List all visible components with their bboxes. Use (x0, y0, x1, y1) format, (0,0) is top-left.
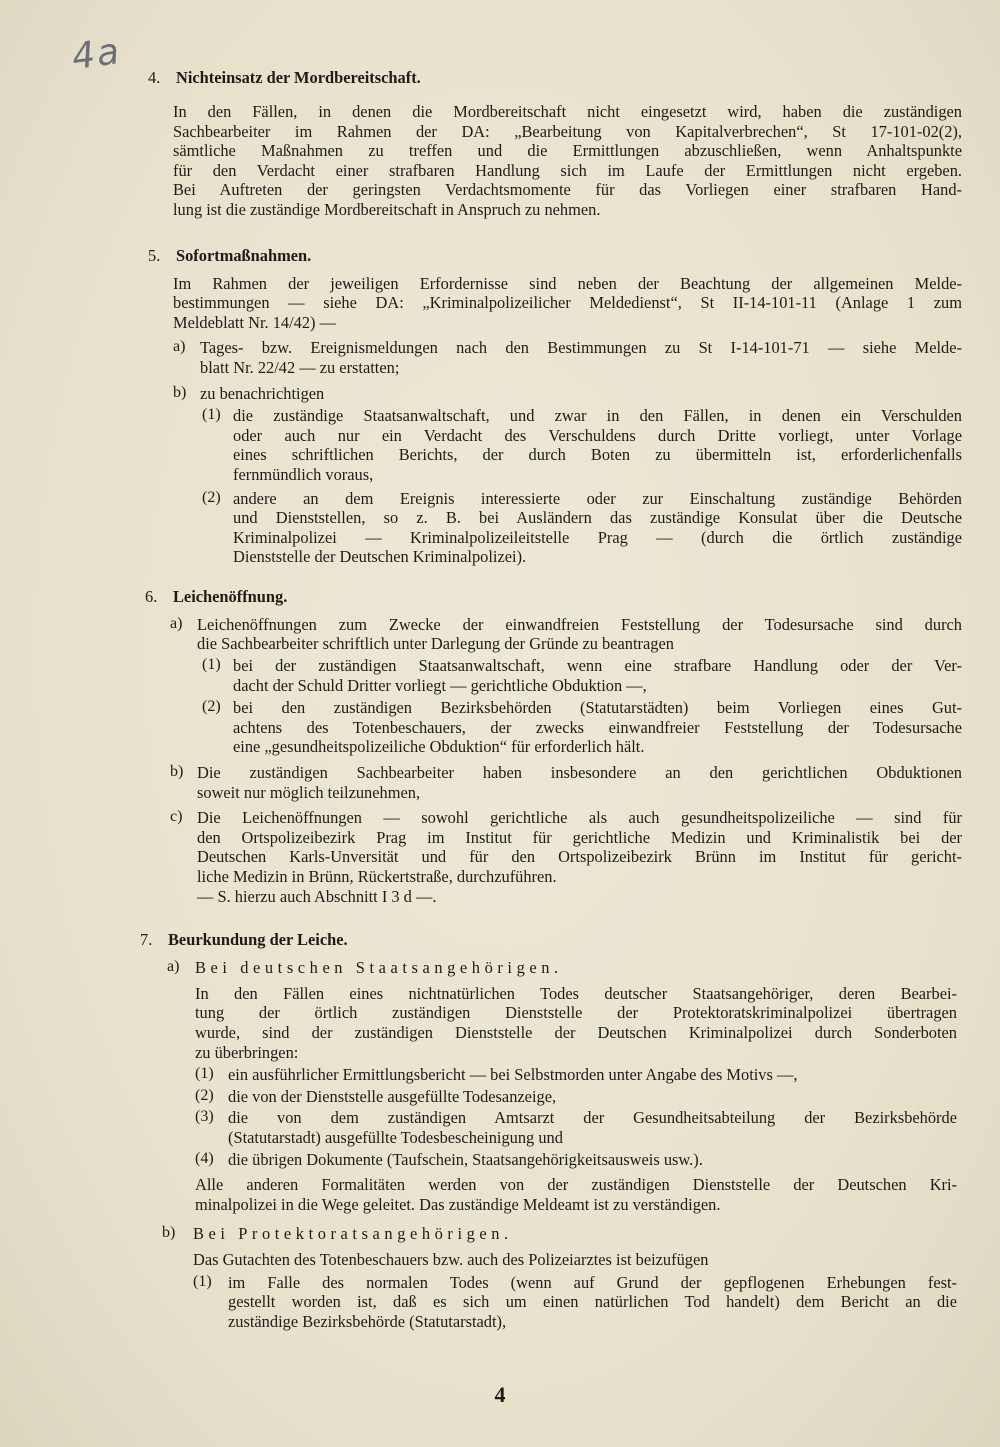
text-line: zu benachrichtigen (200, 383, 325, 403)
section-6-item-b (170, 763, 962, 802)
text-line: Alle anderen Formalitäten werden von der zuständigen Dienststelle der Deutschen Kri- (195, 1175, 957, 1195)
item-label: b) (173, 383, 187, 401)
section-7-item-a4 (195, 1149, 960, 1170)
text-line: tung der örtlich zuständigen Dienststelle der Protektoratskriminalpolizei übertragen (195, 1003, 957, 1023)
text-line: und Dienststellen, so z. B. bei Ausländern das zuständige Konsulat über die Deutsche (233, 508, 962, 528)
section-7-item-a-closing (195, 1175, 957, 1214)
subitem-label: (2) (195, 1086, 214, 1104)
handwritten-page-note: 4a (69, 30, 124, 79)
section-6-title: Leichenöffnung. (173, 586, 288, 606)
text-line: Die Leichenöffnungen — sowohl gerichtliche als auch gesundheitspolizeiliche — sind für (197, 808, 962, 828)
section-4-heading (148, 68, 1000, 88)
text-line: dacht der Schuld Dritter vorliegt — gerichtliche Obduktion —, (233, 675, 647, 695)
text-line: die von der Dienststelle ausgefüllte Todesanzeige, (228, 1086, 557, 1106)
text-line: Tages- bzw. Ereignismeldungen nach den Bestimmungen zu St I-14-101-71 — siehe Melde- (200, 338, 962, 358)
text-line: bei der zuständigen Staatsanwaltschaft, wenn eine strafbare Handlung oder der Ver- (233, 656, 962, 676)
section-5-intro (173, 274, 962, 333)
section-7-item-b (162, 1224, 962, 1244)
text-line: ein ausführlicher Ermittlungsbericht — bei Selbstmorden unter Angabe des Motivs —, (228, 1065, 798, 1085)
text-line: achtens des Totenbeschauers, der zwecks einwandfreier Feststellung der Todesursache (233, 717, 962, 737)
text-line: Kriminalpolizei — Kriminalpolizeileitstelle Prag — (durch die örtlich zuständige (233, 527, 962, 547)
text-line: Meldeblatt Nr. 14/42) — (173, 312, 336, 332)
text-line: eines schriftlichen Berichts, der durch Boten zu übermitteln ist, erforderlichenfalls (233, 445, 962, 465)
text-line: Die zuständigen Sachbearbeiter haben insbesondere an den gerichtlichen Obduktionen (197, 763, 962, 783)
item-label: a) (173, 338, 186, 356)
section-5-item-b (173, 383, 962, 404)
text-line: Leichenöffnungen zum Zwecke der einwandfreien Feststellung der Todesursache sind durch (197, 614, 962, 634)
section-7-item-a2 (195, 1086, 960, 1107)
text-line: andere an dem Ereignis interessierte oder zur Einschaltung zuständige Behörden (233, 488, 962, 508)
section-7-item-a (167, 958, 962, 978)
text-line: soweit nur möglich teilzunehmen, (197, 782, 421, 802)
text-line: wurde, sind der zuständigen Dienststelle der Deutschen Kriminalpolizei durch Sonderboten (195, 1022, 957, 1042)
subitem-label: (1) (193, 1272, 212, 1290)
text-line: eine „gesundheitspolizeiliche Obduktion“ für erforderlich hält. (233, 737, 645, 757)
subitem-label: (2) (202, 488, 221, 506)
section-4-title: Nichteinsatz der Mordbereitschaft. (176, 68, 421, 87)
text-line: bestimmungen — siehe DA: „Kriminalpolizeilicher Meldedienst“, St II-14-101-11 (Anlage 1 zum (173, 293, 962, 313)
section-6-number: 6. (145, 586, 158, 606)
cross-reference-note: — S. hierzu auch Abschnitt I 3 d —. (197, 886, 437, 906)
item-label: b) (170, 763, 184, 781)
section-6-item-a (170, 614, 962, 654)
section-5-heading (148, 246, 1000, 266)
section-7-item-a3 (195, 1108, 957, 1147)
text-line: In den Fällen eines nichtnatürlichen Todes deutscher Staatsangehöriger, deren Bearbei- (195, 983, 957, 1003)
subsection-title: Bei Protektoratsangehörigen. (193, 1224, 513, 1244)
item-label: a) (167, 958, 180, 976)
text-line: Sachbearbeiter im Rahmen der DA: „Bearbeitung von Kapitalverbrechen“, St 17-101-02(2), (173, 121, 962, 141)
text-line: die Sachbearbeiter schriftlich unter Darlegung der Gründe zu beantragen (197, 634, 674, 654)
section-7-item-a1 (195, 1065, 960, 1085)
text-line: Deutschen Karls-Unversität und für den Ortspolizeibezirk Brünn im Institut für gericht- (197, 847, 962, 867)
section-5-title: Sofortmaßnahmen. (176, 245, 312, 265)
section-7-item-a-text (195, 984, 957, 1062)
text-line: blatt Nr. 22/42 — zu erstatten; (200, 357, 400, 377)
text-line: bei den zuständigen Bezirksbehörden (Statutarstädten) beim Vorliegen eines Gut- (233, 698, 962, 718)
text-line: Das Gutachten des Totenbeschauers bzw. auch des Polizeiarztes ist beizufügen (193, 1249, 709, 1269)
section-5-item-b1 (202, 406, 962, 484)
text-line: lung ist die zuständige Mordbereitschaft in Anspruch zu nehmen. (173, 199, 601, 219)
text-line: zuständige Bezirksbehörde (Statutarstadt), (228, 1311, 507, 1331)
section-5-item-b2 (202, 488, 962, 567)
text-line: In den Fällen, in denen die Mordbereitschaft nicht eingesetzt wird, haben die zuständigen (173, 102, 962, 121)
section-7-heading (140, 930, 1000, 950)
subitem-label: (1) (195, 1065, 214, 1083)
section-6-heading (145, 587, 1000, 607)
text-line: den Ortspolizeibezirk Prag im Institut für gerichtliche Medizin und Kriminalistik bei der (197, 827, 962, 847)
item-label: a) (170, 614, 183, 632)
text-line: für den Verdacht einer strafbaren Handlung sich im Laufe der Ermittlungen nicht ergeben. (173, 160, 962, 180)
item-label: c) (170, 808, 183, 826)
text-line: im Falle des normalen Todes (wenn auf Grund der gepflogenen Erhebungen fest- (228, 1272, 957, 1292)
subitem-label: (2) (202, 698, 221, 716)
text-line: sämtliche Maßnahmen zu treffen und die Ermittlungen abzuschließen, wenn Anhaltspunkte (173, 141, 962, 161)
page-number: 4 (494, 1382, 506, 1407)
text-line: Im Rahmen der jeweiligen Erfordernisse sind neben der Beachtung der allgemeinen Melde- (173, 273, 962, 293)
text-line: (Statutarstadt) ausgefüllte Todesbescheinigung und (228, 1127, 563, 1147)
subitem-label: (1) (202, 656, 221, 674)
section-6-item-a2 (202, 698, 962, 757)
subitem-label: (4) (195, 1149, 214, 1167)
text-line: die übrigen Dokumente (Taufschein, Staatsangehörigkeitsausweis usw.). (228, 1149, 703, 1169)
section-7-item-b-text (193, 1250, 962, 1270)
text-line: oder auch nur ein Verdacht des Verschuldens durch Dritte vorliegt, unter Vorlage (233, 425, 962, 445)
section-6-item-c (170, 808, 962, 906)
section-5-item-a (173, 338, 962, 377)
text-line: Bei Auftreten der geringsten Verdachtsmomente für das Vorliegen einer strafbaren Hand- (173, 180, 962, 200)
section-5-number: 5. (148, 245, 161, 265)
section-4-number: 4. (148, 68, 161, 87)
text-line: fernmündlich voraus, (233, 464, 374, 484)
text-line: die zuständige Staatsanwaltschaft, und zwar in den Fällen, in denen ein Verschulden (233, 406, 962, 426)
item-label: b) (162, 1224, 176, 1242)
section-7-title: Beurkundung der Leiche. (168, 930, 348, 950)
text-line: zu überbringen: (195, 1042, 299, 1062)
section-7-number: 7. (140, 930, 153, 950)
section-6-item-a1 (202, 656, 962, 695)
text-line: liche Medizin in Brünn, Rückertstraße, durchzuführen. (197, 867, 557, 886)
text-line: minalpolizei in die Wege geleitet. Das zuständige Meldeamt ist zu verständigen. (195, 1194, 721, 1214)
section-7-item-b1 (193, 1272, 957, 1332)
text-line: Dienststelle der Deutschen Kriminalpolizei). (233, 547, 527, 567)
subsection-title: Bei deutschen Staatsangehörigen. (195, 958, 563, 978)
subitem-label: (3) (195, 1108, 214, 1126)
document-body (0, 68, 1000, 1331)
text-line: gestellt worden ist, daß es sich um einen natürlichen Tod handelt) dem Bericht an die (228, 1292, 957, 1312)
text-line: die von dem zuständigen Amtsarzt der Gesundheitsabteilung der Bezirksbehörde (228, 1108, 957, 1128)
subitem-label: (1) (202, 406, 221, 424)
section-4-paragraph (173, 102, 962, 220)
